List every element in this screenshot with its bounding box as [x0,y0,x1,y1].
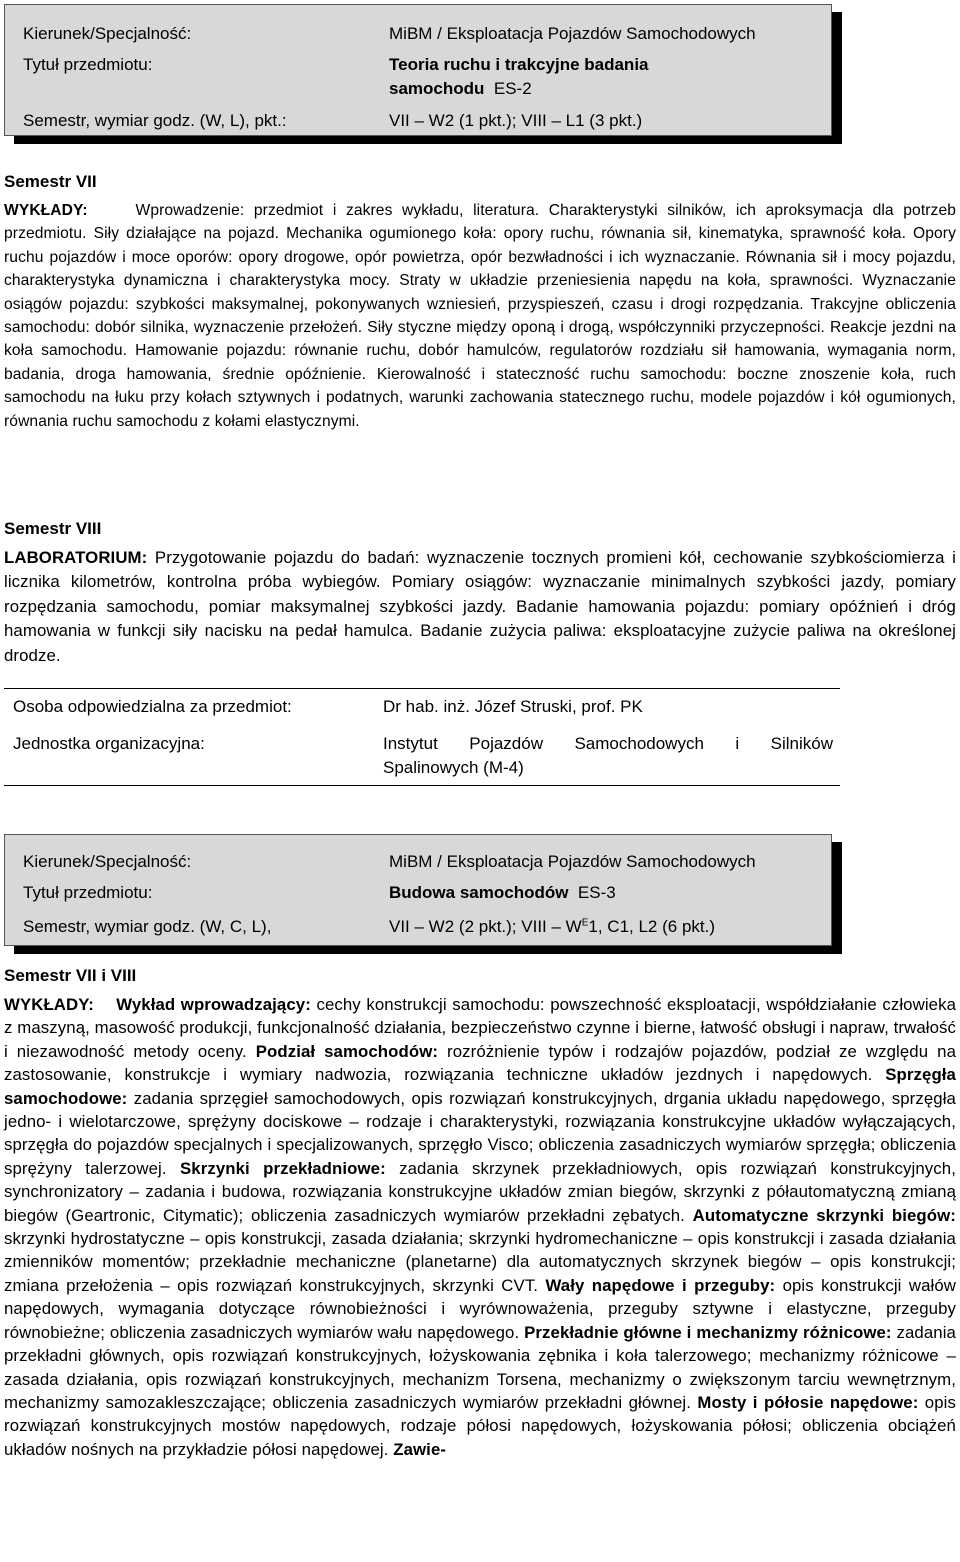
tytul-value: Teoria ruchu i trakcyjne badania [389,55,649,74]
topic-text: opis konstrukcji wałów napędowych, wymagania dotyczące równobieżności i wyrównoważenia, przeguby sztywne i elastyczne, przeguby równobieżne; obliczenia zasadniczych wymiarów wału napędowego. [4,1275,956,1342]
topic-heading: Wykład wprowadzający: [116,995,311,1014]
tytul-value: Budowa samochodów ES-3 [389,883,616,902]
course2-header-box [4,834,832,946]
topic-text: cechy konstrukcji samochodu: powszechność eksploatacji, współdziałanie człowieka z maszyną, masowość produkcji, funkcjonalność działania, bezpieczeństwo czynne i bierne, łatwość obsługi i napraw, trwałość i niezawodność metody oceny. [4,995,956,1061]
topic-heading: Przekładnie główne i mechanizmy różnicowe: [524,1322,892,1342]
topic-text: zadania sprzęgieł samochodowych, opis rozwiązań konstrukcyjnych, drgania układu napędowego, sprzęgła jedno- i wielotarczowe, sprężyny dociskowe – rodzaje i charakterystyki, rozwiązania konstrukcyjne układów wyłączających, sprzęgła do pojazdów specjalnych i specjalizowanych, sprzęgło Visco; obliczenia zasadniczych wymiarów sprzęgła; obliczenia sprężyny talerzowej. [4,1088,956,1178]
wyklady-text: Wprowadzenie: przedmiot i zakres wykładu, literatura. Charakterystyki silników, ich aproksymacja dla potrzeb przedmiotu. Siły działające na pojazd. Mechanika ogumionego koła: opory ruchu, równania sił, kinematyka, sprawność koła. Opory ruchu pojazdów i moce oporów: opory drogowe, opór powietrza, opór bezwładności i ich wyznaczanie. Równania sił i mocy pojazdu, charakterystyka dynamiczna i charakterystyka mocy. Straty w układzie przeniesienia napędu na koła, sprawności. Wyznaczanie osiągów pojazdu: szybkości maksymalnej, pokonywanych wzniesień, przyspieszeń, czasu i drogi rozpędzania. Trakcyjne obliczenia samochodu: dobór silnika, wyznaczenie przełożeń. Siły styczne między oponą i drogą, współczynniki przyczepności. Reakcje jezdni na koła samochodu. Hamowanie pojazdu: równanie ruchu, dobór hamulców, regulatorów rozdziału sił hamowania, wymagania norm, badania, droga hamowania, średnie opóźnienie. Kierowalność i stateczność ruchu samochodu: boczne znoszenie koła, ruch samochodu na łuku przy kołach sztywnych i podatnych, warunki zachowania statecznego ruchu, modele pojazdów i kół ogumionych, równania ruchu samochodu z kołami elastycznymi. [4,202,956,430]
topic-heading: Mosty i półosie napędowe: [697,1392,919,1412]
laboratorium-text: Przygotowanie pojazdu do badań: wyznaczenie tocznych promieni kół, cechowanie szybkościomierza i licznika kilometrów, kontrolna próba wybiegów. Pomiary osiągów: wyznaczanie minimalnych szybkości jazdy, pomiary rozpędzania samochodu, pomiar maksymalnej szybkości jazdy. Badanie hamowania pojazdu: pomiary opóźnień i dróg hamowania w funkcji siły nacisku na pedał hamulca. Badanie zużycia paliwa: eksploatacyjne zużycie paliwa na określonej drodze. [4,548,956,665]
course1-lab-paragraph [4,546,956,668]
course2-wyklady-paragraph [4,993,956,1461]
topic-text: skrzynki hydrostatyczne – opis konstrukcji, zasada działania; skrzynki hydromechaniczne – opis konstrukcji i zasada działania zmienników momentów; przekładnie mechaniczne (planetarne) dla automatycznych skrzynek biegów – opis konstrukcji; zmiana przełożenia – opis rozwiązań konstrukcyjnych, skrzynki CVT. [4,1229,956,1295]
semester-vii-viii-heading: Semestr VII i VIII [4,966,137,985]
topic-text: opis rozwiązań konstrukcyjnych mostów napędowych, rodzaje półosi napędowych, łożyskowania półosi; obliczenia obciążeń układów nośnych na przykładzie półosi napędowej. [4,1392,956,1459]
wyklady-label: WYKŁADY: [4,995,94,1014]
topic-heading: Skrzynki przekładniowe: [179,1158,386,1178]
semester-vii-heading: Semestr VII [4,172,97,191]
osoba-label: Osoba odpowiedzialna za przedmiot: [13,697,292,716]
topic-text: zadania przekładni głównych, opis rozwiązań konstrukcyjnych, łożyskowania zębnika i koła talerzowego; mechanizmy różnicowe – zasada działania, opis rozwiązań konstrukcyjnych, mechanizm Torsena, mechanizmy o zwiększonym tarciu wewnętrznym, mechanizmy samozakleszczające; obliczenia zasadniczych wymiarów przekładni głównej. [4,1322,956,1412]
tytul-value-line2: samochodu ES-2 [389,79,532,98]
divider-line-2 [4,785,840,786]
jednostka-value-line2: Spalinowych (M-4) [383,758,524,777]
topic-text: zadania skrzynek przekładniowych, opis rozwiązań konstrukcyjnych, synchronizatory – zadania i budowa, rozwiązania konstrukcyjne układów zmian biegów, skrzynki z półautomatyczną zmianą biegów (Geartronic, Citymatic); obliczenia zasadniczych wymiarów przekładni zębatych. [4,1158,956,1225]
kierunek-value: MiBM / Eksploatacja Pojazdów Samochodowych [389,852,756,871]
jednostka-value-line1: Instytut Pojazdów Samochodowych i Silników [383,734,833,753]
course1-header-box [4,4,832,136]
topic-heading: Podział samochodów: [255,1041,439,1061]
topic-text: rozróżnienie typów i rodzajów pojazdów, podział ze względu na zastosowanie, konstrukcje i wymiary nadwozia, rozwiązania techniczne układów jezdnych i napędowych. [4,1041,957,1085]
semestr-label: Semestr, wymiar godz. (W, C, L), [23,917,272,936]
topic-heading: Sprzęgła samochodowe: [4,1065,956,1108]
kierunek-label: Kierunek/Specjalność: [23,852,192,871]
topic-heading: Zawie- [393,1439,447,1459]
tytul-label: Tytuł przedmiotu: [23,55,153,74]
course1-wyklady-paragraph [4,199,956,433]
topic-heading: Wały napędowe i przeguby: [545,1275,776,1295]
wyklady-label: WYKŁADY: [4,202,88,219]
laboratorium-label: LABORATORIUM: [4,548,148,567]
kierunek-value: MiBM / Eksploatacja Pojazdów Samochodowych [389,24,756,43]
semestr-label: Semestr, wymiar godz. (W, L), pkt.: [23,111,287,130]
semestr-value: VII – W2 (1 pkt.); VIII – L1 (3 pkt.) [389,111,643,130]
jednostka-label: Jednostka organizacyjna: [13,734,205,753]
topic-heading: Automatyczne skrzynki biegów: [692,1205,956,1225]
tytul-label: Tytuł przedmiotu: [23,883,153,902]
semestr-value: VII – W2 (2 pkt.); VIII – $W^E1$, C1, L2 (6 pkt.) [389,917,716,936]
divider-line [4,688,840,689]
kierunek-label: Kierunek/Specjalność: [23,24,192,43]
semester-viii-heading: Semestr VIII [4,519,102,538]
osoba-value: Dr hab. inż. Józef Struski, prof. PK [383,697,643,716]
